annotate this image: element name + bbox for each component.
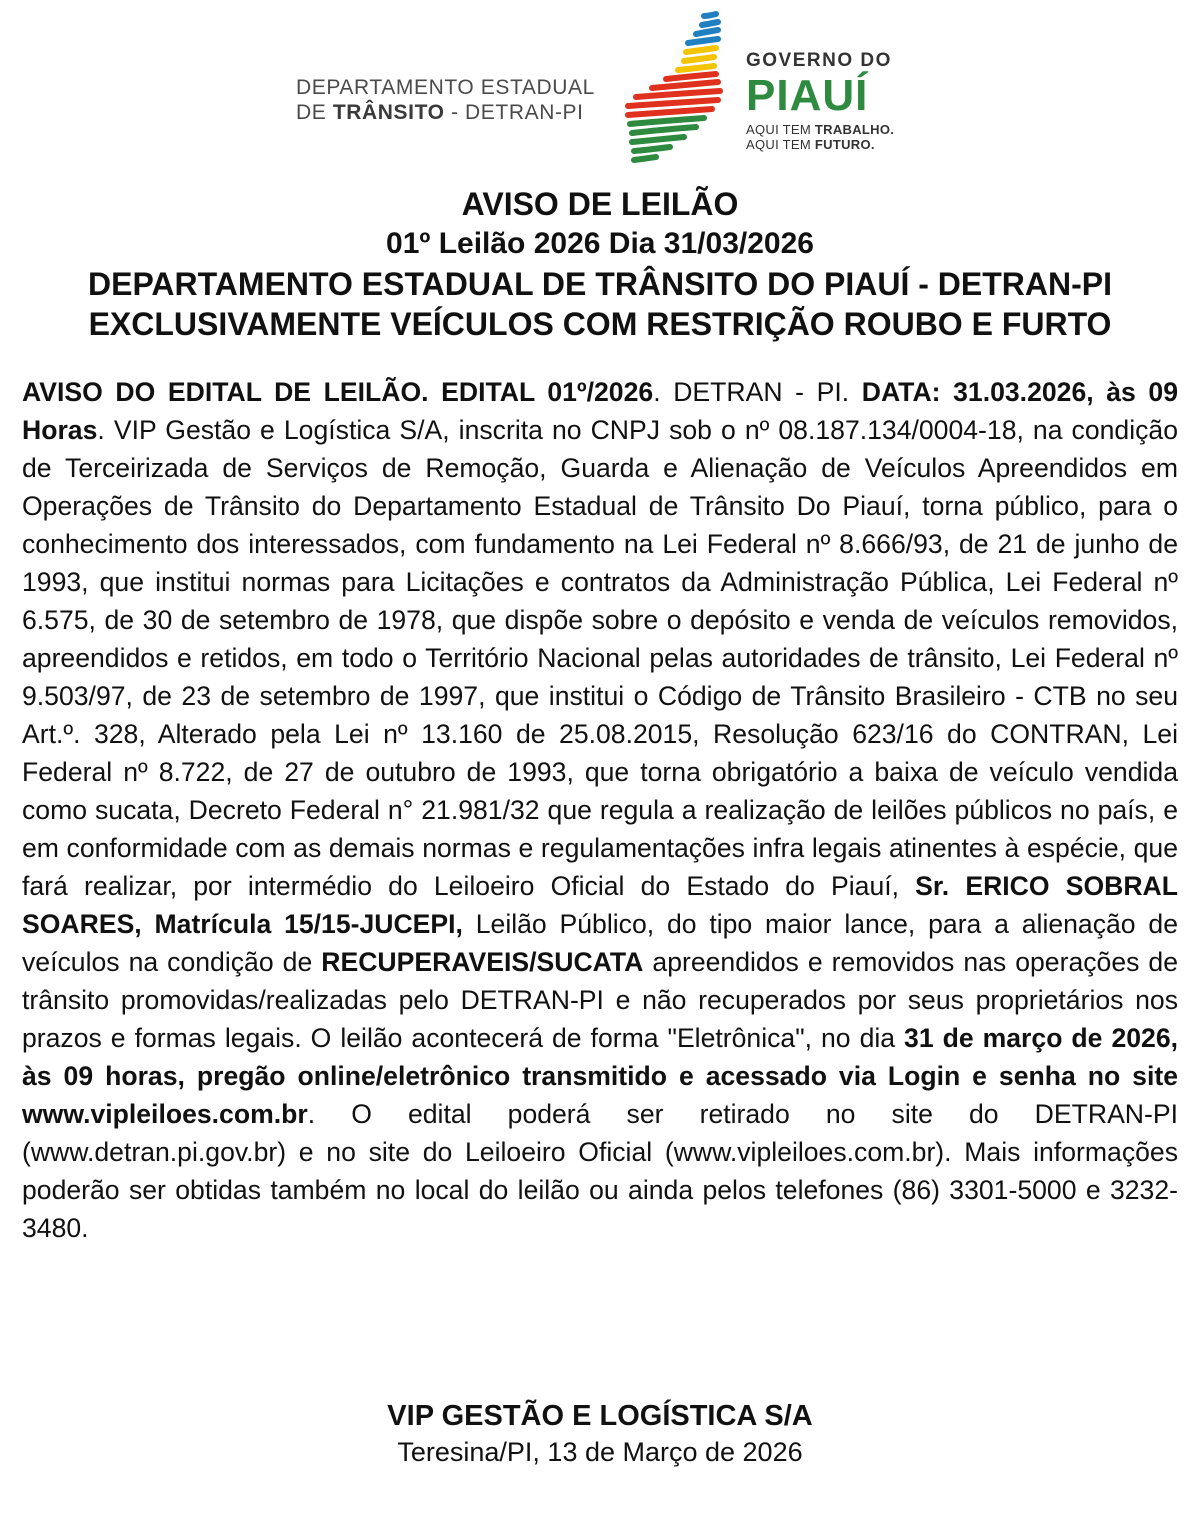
notice-subtitle-date: 01º Leilão 2026 Dia 31/03/2026 — [386, 227, 814, 260]
piaui-emblem-icon — [622, 10, 732, 168]
gov-logo-top: GOVERNO DO — [746, 50, 892, 71]
gov-logo-slogan — [746, 122, 946, 152]
detran-logo — [296, 75, 596, 125]
notice-subtitle-department: DEPARTAMENTO ESTADUAL DE TRÂNSITO DO PIAUÍ - DETRAN-PI — [87, 266, 1113, 302]
gov-slogan-line1: AQUI TEM TRABALHO. — [746, 122, 895, 137]
detran-logo-line2: DE TRÂNSITO - DETRAN-PI — [296, 101, 584, 124]
gov-slogan-line2: AQUI TEM FUTURO. — [746, 137, 875, 152]
signature-place-date: Teresina/PI, 13 de Março de 2026 — [397, 1437, 803, 1467]
governo-piaui-logo — [746, 50, 946, 152]
signature-block — [0, 1398, 1200, 1470]
notice-subtitle-restriction: EXCLUSIVAMENTE VEÍCULOS COM RESTRIÇÃO ROUBO E FURTO — [88, 306, 1112, 342]
signature-company: VIP GESTÃO E LOGÍSTICA S/A — [387, 1400, 813, 1432]
notice-title: AVISO DE LEILÃO — [461, 186, 739, 222]
notice-body: AVISO DO EDITAL DE LEILÃO. EDITAL 01º/2026. DETRAN - PI. DATA: 31.03.2026, às 09 Horas. VIP Gestão e Logística S/A, inscrita no CNPJ sob o nº 08.187.134/0004-18, na condição de Terceirizada de Serviços de Remoção, Guarda e Alienação de Veículos Apreendidos em Operações de Trânsito do Departamento Estadual de Trânsito Do Piauí, torna público, para o conhecimento dos interessados, com fundamento na Lei Federal nº 8.666/93, de 21 de junho de 1993, que institui normas para Licitações e contratos da Administração Pública, Lei Federal nº 6.575, de 30 de setembro de 1978, que dispõe sobre o depósito e venda de veículos removidos, apreendidos e retidos, em todo o Território Nacional pelas autoridades de trânsito, Lei Federal nº 9.503/97, de 23 de setembro de 1997, que institui o Código de Trânsito Brasileiro - CTB no seu Art.º. 328, Alterado pela Lei nº 13.160 de 25.08.2015, Resolução 623/16 do CONTRAN, Lei Federal nº 8.722, de 27 de outubro de 1993, que torna obrigatório a baixa de veículo vendida como sucata, Decreto Federal n° 21.981/32 que regula a realização de leilões públicos no país, e em conformidade com as demais normas e regulamentações infra legais atinentes à espécie, que fará realizar, por intermédio do Leiloeiro Oficial do Estado do Piauí, Sr. ERICO SOBRAL SOARES, Matrícula 15/15-JUCEPI, Leilão Público, do tipo maior lance, para a alienação de veículos na condição de RECUPERAVEIS/SUCATA apreendidos e removidos nas operações de trânsito promovidas/realizadas pelo DETRAN-PI e não recuperados por seus proprietários nos prazos e formas legais. O leilão acontecerá de forma "Eletrônica", no dia 31 de março de 2026, às 09 horas, pregão online/eletrônico transmitido e acessado via Login e senha no site www.vipleiloes.com.br. O edital poderá ser retirado no site do DETRAN-PI (www.detran.pi.gov.br) e no site do Leiloeiro Oficial (www.vipleiloes.com.br). Mais informações poderão ser obtidas também no local do leilão ou ainda pelos telefones (86) 3301-5000 e 3232-3480. — [22, 377, 1179, 1243]
notice-titles — [0, 184, 1200, 344]
header — [0, 0, 1200, 165]
gov-logo-name: PIAUÍ — [746, 71, 869, 120]
detran-logo-line1: DEPARTAMENTO ESTADUAL — [296, 76, 595, 99]
